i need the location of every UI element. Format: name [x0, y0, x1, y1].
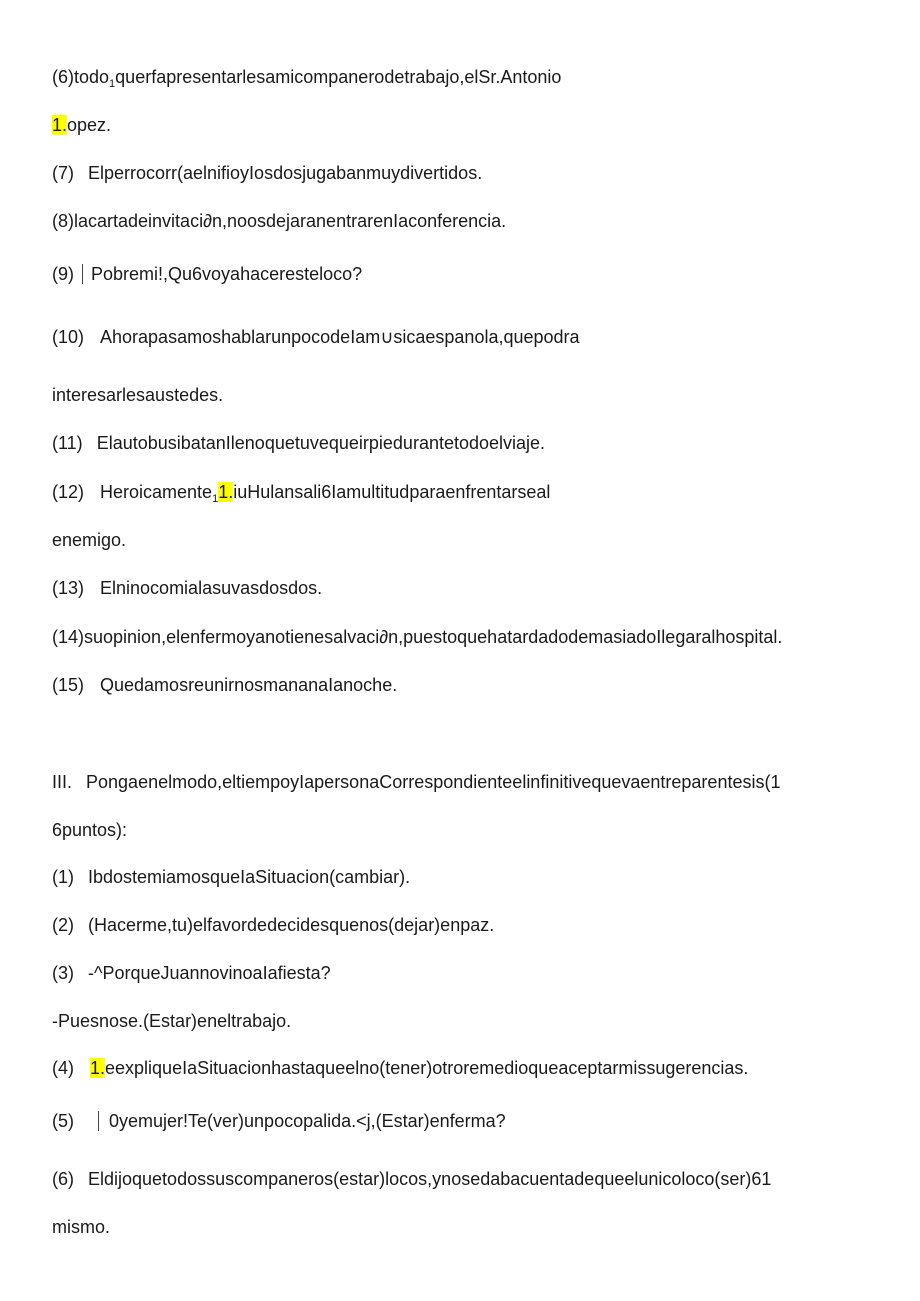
- text-line: [52, 866, 410, 888]
- text-line: [52, 1010, 291, 1032]
- highlighted-text: 1.: [218, 482, 234, 502]
- line-text: opez.: [67, 115, 112, 135]
- line-text: enemigo.: [52, 530, 127, 550]
- subscript: 1: [109, 78, 116, 90]
- text-line: [52, 66, 561, 95]
- line-text: Elninocomialasuvasdosdos.: [100, 578, 323, 598]
- text-line: [52, 114, 111, 136]
- text-line: [52, 1168, 771, 1190]
- text-line: [52, 962, 331, 984]
- item-number: (7): [52, 163, 74, 183]
- text-line: [52, 326, 580, 348]
- line-text: QuedamosreunirnosmananaIanoche.: [100, 675, 398, 695]
- item-number: (10): [52, 327, 85, 347]
- line-text: Eldijoquetodossuscompaneros(estar)locos,ynosedabacuentadequeelunicoloco(ser)61: [88, 1169, 772, 1189]
- text-line: [52, 626, 782, 648]
- text-line: [52, 1216, 110, 1238]
- text-line: [52, 384, 223, 406]
- line-text: -Puesnose.(Estar)eneltrabajo.: [52, 1011, 292, 1031]
- line-text: (Hacerme,tu)elfavordedecidesquenos(dejar)enpaz.: [88, 915, 495, 935]
- item-number: (4): [52, 1058, 74, 1078]
- text-line: [52, 1057, 748, 1079]
- item-number: (3): [52, 963, 74, 983]
- highlighted-text: 1.: [52, 115, 68, 135]
- line-text: iuHulansali6Iamultitudparaenfrentarseal: [233, 482, 551, 502]
- line-text: Pobremi!,Qu6voyahaceresteloco?: [91, 264, 363, 284]
- line-text: -^PorqueJuannovinoaIafiesta?: [88, 963, 331, 983]
- item-number: (2): [52, 915, 74, 935]
- vertical-bar-glyph: [82, 264, 83, 284]
- line-text: 0yemujer!Te(ver)unpocopalida.<j,(Estar)enferma?: [109, 1111, 506, 1131]
- text-line: [52, 432, 545, 454]
- section-heading: [52, 771, 780, 793]
- item-number: (5): [52, 1111, 74, 1131]
- line-text: Elperrocorr(aelnifioyIosdosjugabanmuydivertidos.: [88, 163, 483, 183]
- item-number: (11): [52, 433, 83, 453]
- section-number: III.: [52, 772, 73, 792]
- text-line: [52, 674, 397, 696]
- item-number: (12): [52, 482, 85, 502]
- item-number: (15): [52, 675, 85, 695]
- line-text: (14)suopinion,elenfermoyanotienesalvaci∂n,puestoquehatardadodemasiadoIlegaralhospital.: [52, 627, 783, 647]
- text-line: [52, 914, 494, 936]
- line-text: ElautobusibatanIlenoquetuvequeirpiedurantetodoelviaje.: [96, 433, 546, 453]
- item-number: (1): [52, 867, 74, 887]
- item-number: (13): [52, 578, 85, 598]
- line-text: IbdostemiamosqueIaSituacion(cambiar).: [88, 867, 411, 887]
- text-line: [52, 263, 362, 285]
- line-text: (6)todo: [52, 67, 110, 87]
- line-text: mismo.: [52, 1217, 110, 1237]
- highlighted-text: 1.: [90, 1058, 106, 1078]
- text-line: [52, 577, 322, 599]
- text-line: [52, 210, 506, 232]
- item-number: (9): [52, 264, 74, 284]
- line-text: (8)lacartadeinvitaci∂n,noosdejaranentrarenIaconferencia.: [52, 211, 507, 231]
- vertical-bar-glyph: [98, 1111, 99, 1131]
- text-line: [52, 481, 550, 510]
- line-text: Pongaenelmodo,eltiempoyIapersonaCorrespondienteelinfinitivequevaentreparentesis(1: [86, 772, 781, 792]
- line-text: interesarlesaustedes.: [52, 385, 224, 405]
- text-line: [52, 162, 482, 184]
- text-line: [52, 819, 127, 841]
- text-line: [52, 529, 126, 551]
- line-text: Heroicamente: [100, 482, 213, 502]
- line-text: 6puntos):: [52, 820, 128, 840]
- line-text: sicaespanola,quepodra: [393, 327, 580, 347]
- line-text: AhorapasamoshablarunpocodeIam: [100, 327, 381, 347]
- symbol-glyph: ∪: [380, 327, 394, 347]
- line-text: eexpliqueIaSituacionhastaqueelno(tener)otroremedioqueaceptarmissugerencias.: [105, 1058, 749, 1078]
- subscript: 1: [212, 493, 219, 505]
- line-text: querfapresentarlesamicompanerodetrabajo,elSr.Antonio: [115, 67, 562, 87]
- item-number: (6): [52, 1169, 74, 1189]
- text-line: [52, 1110, 506, 1132]
